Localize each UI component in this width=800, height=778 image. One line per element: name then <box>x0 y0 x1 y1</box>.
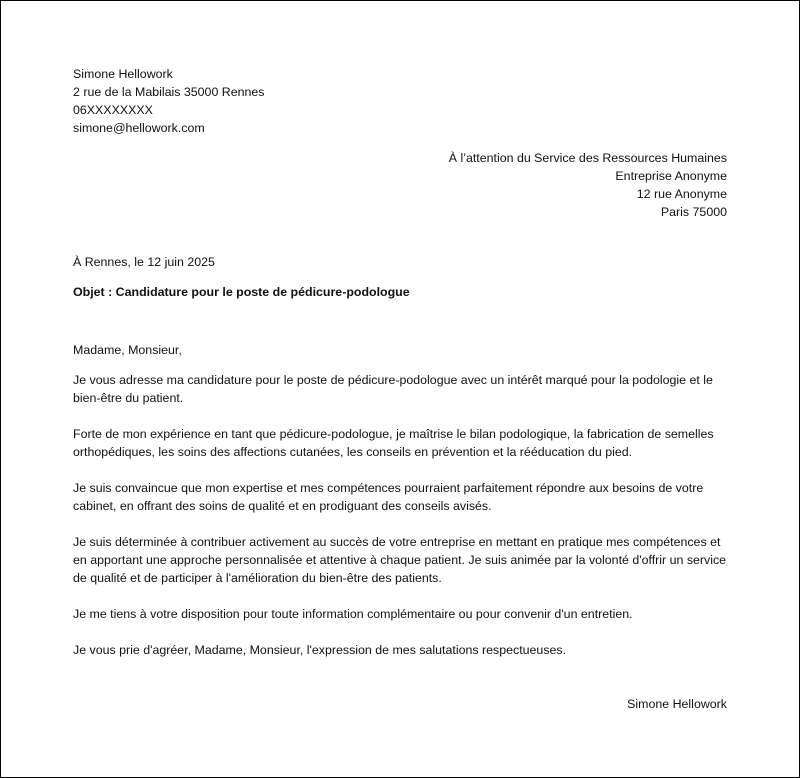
place-date: À Rennes, le 12 juin 2025 <box>73 255 215 269</box>
recipient-street: 12 rue Anonyme <box>636 187 727 201</box>
body-paragraph: Je me tiens à votre disposition pour toute information complémentaire ou pour convenir d'un entretien. <box>73 607 633 621</box>
subject-line: Objet : Candidature pour le poste de pédicure-podologue <box>73 285 410 299</box>
salutation: Madame, Monsieur, <box>73 343 182 357</box>
sender-address: 2 rue de la Mabilais 35000 Rennes <box>73 85 265 99</box>
sender-name: Simone Hellowork <box>73 67 173 81</box>
recipient-company: Entreprise Anonyme <box>615 169 727 183</box>
closing-paragraph: Je vous prie d'agréer, Madame, Monsieur, l'expression de mes salutations respectueuses. <box>73 643 567 657</box>
body-paragraph: Je suis déterminée à contribuer activement au succès de votre entreprise en mettant en pratique mes compétences et en apportant une approche personnalisée et attentive à chaque patient. Je suis animée par la volonté d'offrir un service de qualité et de participer à l'amélioration du bien-être des patients. <box>73 535 727 585</box>
recipient-city: Paris 75000 <box>660 205 727 219</box>
recipient-attention: À l’attention du Service des Ressources Humaines <box>448 151 727 165</box>
sender-email: simone@hellowork.com <box>73 121 205 135</box>
body-paragraph: Je vous adresse ma candidature pour le poste de pédicure-podologue avec un intérêt marqué pour la podologie et le bien-être du patient. <box>73 373 713 405</box>
body-paragraph: Je suis convaincue que mon expertise et mes compétences pourraient parfaitement répondre aux besoins de votre cabinet, en offrant des soins de qualité et en prodiguant des conseils avisés. <box>73 481 704 513</box>
body-paragraph: Forte de mon expérience en tant que pédicure-podologue, je maîtrise le bilan podologique, la fabrication de semelles orthopédiques, les soins des affections cutanées, les conseils en prévention et la rééducation du pied. <box>73 427 714 459</box>
signature: Simone Hellowork <box>627 697 727 711</box>
sender-phone: 06XXXXXXXX <box>73 103 153 117</box>
